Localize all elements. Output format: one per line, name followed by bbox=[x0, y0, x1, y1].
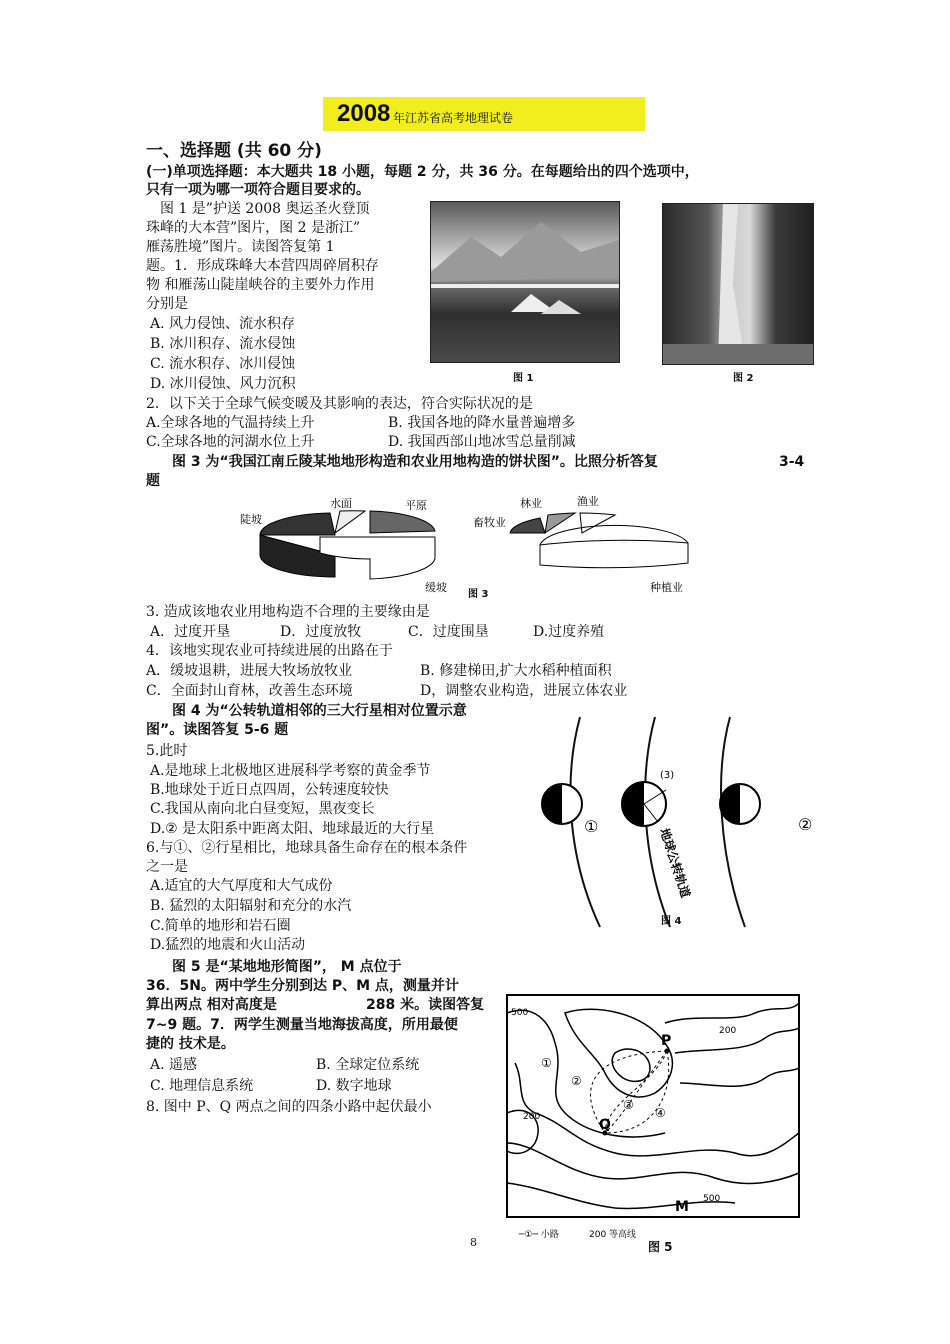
page-number: 8 bbox=[470, 1236, 477, 1249]
q2-option-b: B. 我国各地的降水量普遍增多 bbox=[388, 415, 576, 431]
fig4-label-planet-1: ① bbox=[584, 817, 599, 836]
slice-crops bbox=[540, 540, 688, 567]
q7-option-c: C. 地理信息系统 bbox=[150, 1078, 254, 1094]
instructions-line-1: (一)单项选择题：本大题共 18 小题，每题 2 分，共 36 分。在每题给出的四个选项中， bbox=[146, 164, 699, 180]
path-label-3: ③ bbox=[623, 1098, 634, 1112]
q4-option-c: C．全面封山育林，改善生态环境 bbox=[146, 683, 353, 699]
q1-stem-1: 题。1．形成珠峰大本营四周碎屑积存 bbox=[146, 258, 379, 274]
intro34-line-1: 图 3 为“我国江南丘陵某地地形构造和农业用地构造的饼状图”。比照分析答复 bbox=[172, 454, 658, 470]
figure-3-pies bbox=[230, 493, 720, 598]
fig5-label-p: P bbox=[661, 1033, 672, 1049]
path-label-4: ④ bbox=[655, 1106, 666, 1120]
intro56-line-1: 图 4 为“公转轨道相邻的三大行星相对位置示意 bbox=[172, 703, 467, 719]
intro12-line-2: 珠峰的大本营”图片，图 2 是浙江” bbox=[146, 220, 361, 236]
q6-option-c: C.简单的地形和岩石圈 bbox=[150, 918, 291, 934]
q6-option-d: D.猛烈的地震和火山活动 bbox=[150, 937, 306, 953]
q6-stem-1: 6.与①、②行星相比，地球具备生命存在的根本条件 bbox=[146, 840, 468, 856]
pie2-label-fishery: 渔业 bbox=[577, 495, 599, 508]
fig4-label-planet-2: ② bbox=[798, 815, 813, 834]
figure-4-caption: 图 4 bbox=[661, 916, 682, 927]
pie-landuse bbox=[510, 513, 688, 568]
legend-contour: 200 等高线 bbox=[589, 1230, 637, 1240]
intro79-line-1: 图 5 是“某地地形简图”， M 点位于 bbox=[172, 959, 402, 975]
fig5-label-q: Q bbox=[599, 1117, 611, 1133]
q6-stem-2: 之一是 bbox=[146, 859, 188, 875]
intro79-line-4: 7~9 题。7．两学生测量当地海拔高度，所用最便 bbox=[146, 1017, 458, 1033]
point-p bbox=[665, 1049, 670, 1054]
contour-label-500-b: 500 bbox=[703, 1194, 721, 1204]
figure-5-contour-map bbox=[505, 993, 801, 1245]
title-banner bbox=[323, 97, 645, 131]
slice-pasture bbox=[510, 518, 545, 533]
q1-stem-2: 物 和雁荡山陡崖峡谷的主要外力作用 bbox=[146, 277, 375, 293]
q3-option-d: D.过度养殖 bbox=[533, 624, 605, 640]
pie-terrain bbox=[260, 511, 435, 579]
contour-label-200-a: 200 bbox=[719, 1026, 737, 1036]
q7-option-a: A. 遥感 bbox=[150, 1057, 198, 1073]
figure-5-caption: 图 5 bbox=[648, 1240, 673, 1254]
fig4-orbit-label: 地球公转轨道 bbox=[657, 826, 693, 900]
contour-label-200-b: 200 bbox=[523, 1112, 541, 1122]
slice-water bbox=[335, 511, 365, 533]
figure-1-caption: 图 1 bbox=[513, 373, 534, 384]
slice-fishery bbox=[580, 513, 615, 533]
q3-option-b: D．过度放牧 bbox=[280, 624, 362, 640]
q1-option-d: D. 冰川侵蚀、风力沉积 bbox=[150, 376, 296, 392]
path-label-2: ② bbox=[571, 1074, 582, 1088]
q6-option-a: A.适宜的大气厚度和大气成份 bbox=[150, 878, 333, 894]
pie2-label-crops: 种植业 bbox=[650, 581, 683, 594]
title-year: 2008 bbox=[337, 100, 391, 127]
intro79-line-3: 算出两点 相对高度是 bbox=[146, 997, 277, 1013]
q1-option-a: A. 风力侵蚀、流水积存 bbox=[150, 316, 296, 332]
q2-stem: 2．以下关于全球气候变暖及其影响的表达，符合实际状况的是 bbox=[146, 396, 533, 412]
q5-option-b: B.地球处于近日点四周，公转速度较快 bbox=[150, 782, 389, 798]
intro34-line-2: 题 bbox=[146, 473, 160, 489]
intro12-line-3: 雁荡胜境”图片。读图答复第 1 bbox=[146, 239, 335, 255]
intro79-line-2: 36．5N。两中学生分别到达 P、M 点，测量并计 bbox=[146, 978, 459, 994]
q4-stem: 4．该地实现农业可持续进展的出路在于 bbox=[146, 643, 393, 659]
section-heading: 一、选择题 (共 60 分) bbox=[146, 141, 322, 161]
pie2-label-forest: 林业 bbox=[520, 497, 542, 510]
q1-stem-3: 分别是 bbox=[146, 296, 188, 312]
q4-option-a: A．缓坡退耕，进展大牧场放牧业 bbox=[146, 663, 353, 679]
pie2-label-pasture: 畜牧业 bbox=[473, 516, 506, 529]
slice-plain bbox=[370, 511, 435, 533]
figure-3-caption: 图 3 bbox=[468, 589, 489, 600]
q1-option-c: C. 流水积存、冰川侵蚀 bbox=[150, 356, 296, 372]
q1-option-b: B. 冰川积存、流水侵蚀 bbox=[150, 336, 296, 352]
title-text: 年江苏省高考地理试卷 bbox=[393, 111, 514, 125]
q2-option-a: A.全球各地的气温持续上升 bbox=[146, 415, 315, 431]
q3-option-a: A．过度开垦 bbox=[150, 624, 231, 640]
fig5-label-m: M bbox=[675, 1199, 689, 1215]
q6-option-b: B. 猛烈的太阳辐射和充分的水汽 bbox=[150, 898, 352, 914]
instructions-line-2: 只有一项为哪一项符合题目要求的。 bbox=[146, 182, 370, 198]
pie1-label-water: 水面 bbox=[330, 497, 352, 510]
figure-2-caption: 图 2 bbox=[733, 373, 754, 384]
intro56-line-2: 图”。读图答复 5-6 题 bbox=[146, 722, 289, 738]
q7-option-b: B. 全球定位系统 bbox=[316, 1057, 420, 1073]
q4-option-d: D，调整农业构造，进展立体农业 bbox=[420, 683, 628, 699]
q8-stem: 8. 图中 P、Q 两点之间的四条小路中起伏最小 bbox=[146, 1099, 432, 1115]
fig4-label-3: (3) bbox=[660, 770, 675, 781]
intro12-line-1: 图 1 是”护送 2008 奥运圣火登顶 bbox=[160, 201, 370, 217]
q4-option-b: B. 修建梯田,扩大水稻种植面积 bbox=[420, 663, 612, 679]
q5-option-c: C.我国从南向北白昼变短，黑夜变长 bbox=[150, 801, 375, 817]
q7-option-d: D. 数字地球 bbox=[316, 1078, 392, 1094]
q5-option-d: D.② 是太阳系中距离太阳、地球最近的大行星 bbox=[150, 821, 435, 837]
slice-steep-slope bbox=[260, 513, 335, 535]
pie1-label-plain: 平原 bbox=[405, 499, 427, 512]
intro79-line-5: 捷的 技术是。 bbox=[146, 1036, 235, 1052]
intro34-range: 3-4 bbox=[779, 454, 805, 470]
q5-option-a: A.是地球上北极地区进展科学考察的黄金季节 bbox=[150, 763, 431, 779]
q2-option-c: C.全球各地的河湖水位上升 bbox=[146, 434, 315, 450]
path-label-1: ① bbox=[541, 1056, 552, 1070]
q2-option-d: D. 我国西部山地冰雪总量削减 bbox=[388, 434, 576, 450]
pie1-label-gentle: 缓坡 bbox=[425, 581, 447, 594]
figure-4-planets bbox=[540, 712, 840, 932]
contour-label-500-a: 500 bbox=[511, 1008, 529, 1018]
legend-path: ─①─ 小路 bbox=[519, 1230, 559, 1240]
figure-1-photo bbox=[430, 201, 620, 363]
figure-2-photo bbox=[662, 203, 814, 365]
pie1-label-steep: 陡坡 bbox=[240, 513, 262, 526]
q5-stem: 5.此时 bbox=[146, 743, 188, 759]
q3-stem: 3. 造成该地农业用地构造不合理的主要缘由是 bbox=[146, 604, 430, 620]
q3-option-c: C．过度围垦 bbox=[408, 624, 489, 640]
intro79-line-3b: 288 米。读图答复 bbox=[366, 997, 485, 1013]
